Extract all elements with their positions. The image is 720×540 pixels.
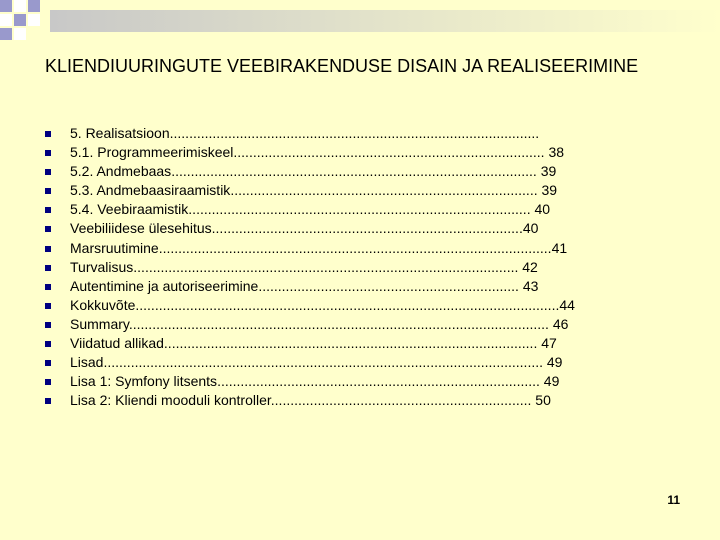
toc-entry-text — [70, 200, 550, 219]
toc-entry-leader: ................................................................................................... — [133, 258, 523, 275]
toc-entry-label: 5.1. Programmeerimiskeel — [70, 144, 234, 161]
toc-entry-leader: ............................................................................................................ — [128, 315, 553, 332]
toc-entry-text — [70, 258, 538, 277]
toc-entry — [45, 296, 705, 315]
toc-entry-leader: ................................................................................... — [217, 373, 544, 390]
toc-entry-text — [70, 219, 538, 238]
bullet-square-icon — [45, 246, 51, 252]
toc-entry-text — [70, 181, 557, 200]
toc-entry-text — [70, 143, 564, 162]
toc-entry-label: Marsruutimine — [70, 239, 159, 256]
table-of-contents — [45, 124, 705, 410]
bullet-square-icon — [45, 169, 51, 175]
bullet-square-icon — [45, 398, 51, 404]
toc-entry-text — [70, 239, 567, 258]
page-number: 11 — [667, 493, 680, 507]
bullet-square-icon — [45, 150, 51, 156]
toc-entry — [45, 372, 705, 391]
toc-entry-page: 41 — [551, 239, 568, 256]
toc-entry-label: Lisa 2: Kliendi mooduli kontroller — [70, 392, 271, 409]
toc-entry-text — [70, 372, 559, 391]
toc-entry-page: 40 — [534, 201, 551, 218]
toc-entry-leader: ............................................................................................... — [169, 125, 540, 141]
toc-entry-label: 5.4. Veebiraamistik — [70, 201, 189, 218]
toc-entry-page: 40 — [522, 220, 539, 237]
bullet-square-icon — [45, 303, 51, 309]
bullet-square-icon — [45, 322, 51, 328]
toc-entry-page: 42 — [522, 258, 538, 275]
bullet-square-icon — [45, 341, 51, 347]
toc-entry-leader: ........................................................................................ — [188, 201, 535, 218]
corner-squares-decoration — [0, 0, 720, 40]
toc-entry — [45, 200, 705, 219]
toc-entry-label: 5.3. Andmebaasiraamistik — [70, 182, 231, 199]
bullet-square-icon — [45, 188, 51, 194]
bullet-square-icon — [45, 265, 51, 271]
toc-entry-leader: .............................................................................................. — [171, 163, 541, 180]
bullet-square-icon — [45, 131, 51, 137]
toc-entry — [45, 258, 705, 277]
toc-entry-page: 50 — [535, 392, 551, 409]
toc-entry-text — [70, 353, 562, 372]
toc-entry — [45, 353, 705, 372]
toc-entry — [45, 219, 705, 238]
slide-title: KLIENDIUURINGUTE VEEBIRAKENDUSE DISAIN JA REALISEERIMINE — [45, 56, 639, 76]
toc-entry — [45, 143, 705, 162]
toc-entry-page: 49 — [546, 354, 563, 371]
toc-entry — [45, 181, 705, 200]
toc-entry — [45, 391, 705, 410]
toc-entry-page: 49 — [543, 373, 560, 390]
bullet-square-icon — [45, 226, 51, 232]
toc-entry-text — [70, 124, 539, 143]
toc-entry-page: 38 — [548, 144, 565, 161]
toc-entry-page: 43 — [522, 277, 539, 294]
toc-entry-page: 39 — [540, 163, 557, 180]
bullet-square-icon — [45, 284, 51, 290]
toc-entry-leader: ................................................................................ — [233, 144, 549, 161]
toc-entry-leader: ............................................................................... — [230, 182, 542, 199]
toc-entry-text — [70, 296, 575, 315]
toc-entry-text — [70, 277, 538, 296]
toc-entry-leader: ..................................................................................................... — [158, 239, 552, 256]
toc-entry-leader: ................................................................... — [270, 392, 536, 409]
toc-entry-leader: ................................................................................................................. — [103, 354, 547, 371]
toc-entry-label: Kokkuvõte — [70, 296, 136, 313]
toc-entry-page: 39 — [541, 182, 558, 199]
toc-entry-text — [70, 162, 556, 181]
toc-entry-label: Summary — [70, 315, 129, 332]
toc-entry-leader: ................................................................... — [258, 277, 523, 294]
toc-entry — [45, 162, 705, 181]
toc-entry-page: 47 — [541, 335, 557, 352]
toc-entry-label: 5.2. Andmebaas — [70, 163, 172, 180]
toc-entry-page: 44 — [559, 296, 575, 313]
toc-entry-page: 46 — [552, 315, 569, 332]
toc-entry-label: Lisa 1: Symfony litsents — [70, 373, 218, 390]
bullet-square-icon — [45, 379, 51, 385]
toc-entry — [45, 277, 705, 296]
toc-entry-leader: ................................................................................................ — [163, 335, 542, 352]
toc-entry-label: 5. Realisatsioon — [70, 125, 170, 141]
toc-entry — [45, 239, 705, 258]
toc-entry — [45, 124, 705, 143]
toc-entry — [45, 315, 705, 334]
toc-entry-text — [70, 315, 568, 334]
toc-entry-text — [70, 334, 557, 353]
toc-entry-label: Viidatud allikad — [70, 335, 164, 352]
toc-entry-label: Autentimine ja autoriseerimine — [70, 277, 259, 294]
toc-entry-leader: ............................................................................................................. — [135, 296, 560, 313]
toc-entry-label: Lisad — [70, 354, 104, 371]
toc-entry-label: Veebiliidese ülesehitus — [70, 220, 212, 237]
bullet-square-icon — [45, 207, 51, 213]
toc-entry-leader: ................................................................................ — [211, 220, 523, 237]
bullet-square-icon — [45, 360, 51, 366]
toc-entry-text — [70, 391, 551, 410]
toc-entry — [45, 334, 705, 353]
toc-entry-label: Turvalisus — [70, 258, 134, 275]
